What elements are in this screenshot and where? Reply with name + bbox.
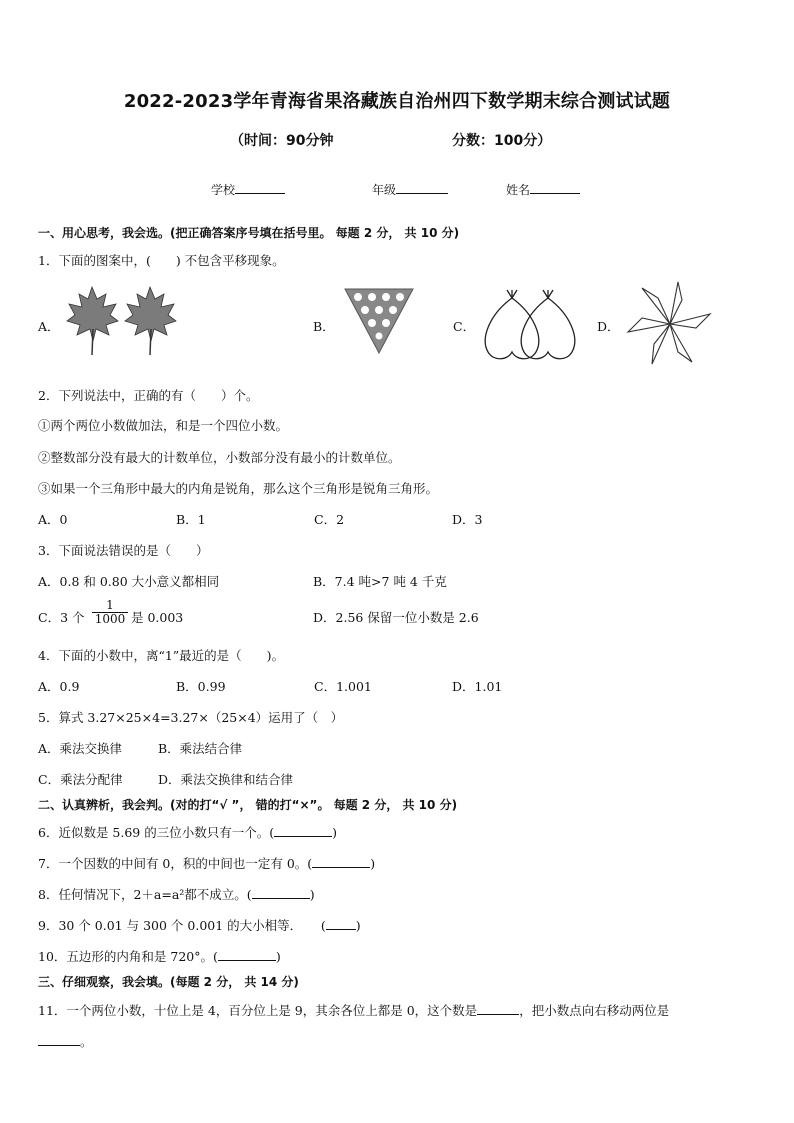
q9-label: 9．30 个 0.01 与 300 个 0.001 的大小相等． ( [38, 918, 326, 933]
q11-end: 。 [80, 1034, 93, 1049]
q3-option-d: D．2.56 保留一位小数是 2.6 [313, 610, 479, 625]
q4-option-a: A．0.9 [38, 679, 80, 694]
q5-option-b: B．乘法结合律 [158, 741, 243, 756]
q1-option-b: B． [313, 319, 335, 334]
section1-heading: 一、用心思考，我会选。(把正确答案序号填在括号里。 每题 2 分， 共 10 分) [38, 226, 460, 240]
q5-option-a: A．乘法交换律 [38, 741, 123, 756]
q3-option-c-prefix: C．3 个 [38, 610, 85, 625]
q5-option-d: D．乘法交换律和结合律 [158, 772, 294, 787]
q3-option-c-suffix: 是 0.003 [131, 610, 184, 625]
q2-statement-2: ②整数部分没有最大的计数单位，小数部分没有最小的计数单位。 [38, 450, 401, 465]
q10-label: 10．五边形的内角和是 720°。( [38, 949, 218, 964]
q10-close: ) [275, 949, 281, 964]
name-field [506, 181, 580, 198]
q4-option-d: D．1.01 [452, 679, 503, 694]
q3-text: 3．下面说法错误的是（ ） [38, 543, 209, 558]
name-label: 姓名 [506, 183, 531, 197]
fraction-denominator: 1000 [92, 612, 128, 626]
q2-option-c: C．2 [314, 512, 345, 527]
q2-option-a: A．0 [38, 512, 68, 527]
q8-text [38, 885, 315, 903]
triangle-flowers-icon [344, 288, 414, 354]
page-title: 2022-2023学年青海省果洛藏族自治州四下数学期末综合测试试题 [123, 91, 671, 112]
q11-line-2 [38, 1032, 93, 1050]
q7-answer-blank[interactable] [312, 856, 370, 868]
name-blank[interactable] [530, 181, 580, 194]
q9-answer-blank[interactable] [326, 918, 356, 930]
q6-label: 6．近似数是 5.69 的三位小数只有一个。( [38, 825, 275, 840]
q9-text [38, 916, 361, 934]
section3-heading: 三、仔细观察，我会填。(每题 2 分， 共 14 分) [38, 975, 299, 989]
maple-leaves-icon [62, 285, 178, 359]
school-field [211, 181, 285, 198]
q11-label: 11．一个两位小数，十位上是 4，百分位上是 9，其余各位上都是 0，这个数是 [38, 1003, 478, 1018]
q11-text [38, 1001, 669, 1019]
grade-blank[interactable] [396, 181, 448, 194]
q6-answer-blank[interactable] [274, 825, 332, 837]
q1-option-a: A． [38, 319, 60, 334]
q11-answer-blank-2[interactable] [38, 1034, 80, 1046]
q8-label: 8．任何情况下，2＋a=a²都不成立。( [38, 887, 252, 902]
score-label: 分数：100分） [452, 133, 552, 149]
time-label: （时间：90分钟 [230, 133, 334, 149]
q1-option-c: C． [453, 319, 476, 334]
q11-mid: ，把小数点向右移动两位是 [519, 1003, 670, 1018]
q6-text [38, 823, 337, 841]
q1-option-d: D． [597, 319, 620, 334]
school-blank[interactable] [235, 181, 285, 194]
q2-option-b: B．1 [176, 512, 206, 527]
q3-fraction [92, 599, 128, 626]
q3-option-a: A．0.8 和 0.80 大小意义都相同 [38, 574, 220, 589]
q5-text: 5．算式 3.27×25×4=3.27×（25×4）运用了（ ） [38, 710, 344, 725]
school-label: 学校 [211, 183, 236, 197]
q4-text: 4．下面的小数中，离“1”最近的是（ )。 [38, 648, 285, 663]
q7-close: ) [370, 856, 376, 871]
q7-text [38, 854, 375, 872]
q8-close: ) [309, 887, 315, 902]
q4-option-c: C．1.001 [314, 679, 372, 694]
q10-answer-blank[interactable] [218, 949, 276, 961]
grade-field [372, 181, 448, 198]
q9-close: ) [355, 918, 361, 933]
q5-option-c: C．乘法分配律 [38, 772, 123, 787]
q2-text: 2．下列说法中，正确的有（ ）个。 [38, 388, 259, 403]
q7-label: 7．一个因数的中间有 0，积的中间也一定有 0。( [38, 856, 313, 871]
q10-text [38, 947, 281, 965]
q1-text: 1．下面的图案中，( ) 不包含平移现象。 [38, 253, 285, 268]
q8-answer-blank[interactable] [252, 887, 310, 899]
q2-statement-1: ①两个两位小数做加法，和是一个四位小数。 [38, 418, 289, 433]
grade-label: 年级 [372, 183, 397, 197]
q3-option-b: B．7.4 吨>7 吨 4 千克 [313, 574, 447, 589]
q6-close: ) [332, 825, 337, 840]
pinwheel-icon [624, 278, 716, 370]
section2-heading: 二、认真辨析，我会判。(对的打“√ ”， 错的打“×”。 每题 2 分， 共 10 分) [38, 798, 458, 812]
q2-statement-3: ③如果一个三角形中最大的内角是锐角，那么这个三角形是锐角三角形。 [38, 481, 439, 496]
fraction-numerator: 1 [106, 598, 114, 612]
heart-balloons-icon [478, 286, 582, 364]
q2-option-d: D．3 [452, 512, 483, 527]
q11-answer-blank-1[interactable] [477, 1003, 519, 1015]
q4-option-b: B．0.99 [176, 679, 226, 694]
